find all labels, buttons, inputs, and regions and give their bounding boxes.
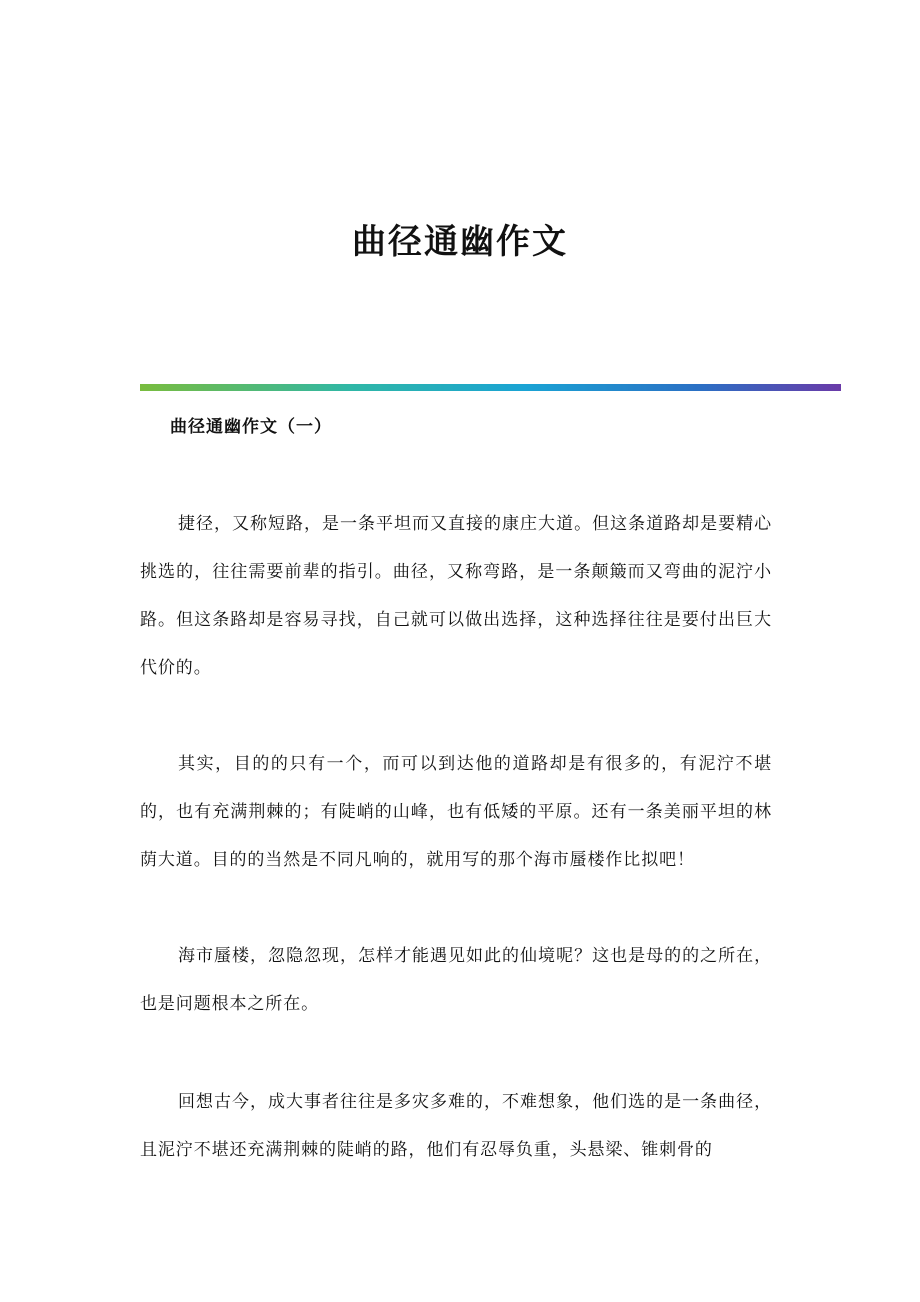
paragraph-4: 回想古今，成大事者往往是多灾多难的，不难想象，他们选的是一条曲径，且泥泞不堪还充满荆棘的陡峭的路，他们有忍辱负重，头悬梁、锥刺骨的 bbox=[140, 1092, 772, 1160]
document-title: 曲径通幽作文 bbox=[352, 222, 568, 262]
paragraph-2: 其实，目的的只有一个，而可以到达他的道路却是有很多的，有泥泞不堪的，也有充满荆棘的；有陡峭的山峰，也有低矮的平原。还有一条美丽平坦的林荫大道。目的的当然是不同凡响的，就用写的那个海市蜃楼作比拟吧！ bbox=[140, 754, 772, 870]
section-heading: 曲径通幽作文（一） bbox=[170, 417, 332, 437]
gradient-divider bbox=[140, 384, 841, 391]
paragraph-3: 海市蜃楼，忽隐忽现，怎样才能遇见如此的仙境呢？这也是母的的之所在，也是问题根本之所在。 bbox=[140, 946, 772, 1014]
paragraph-1: 捷径，又称短路，是一条平坦而又直接的康庄大道。但这条道路却是要精心挑选的，往往需要前辈的指引。曲径，又称弯路，是一条颠簸而又弯曲的泥泞小路。但这条路却是容易寻找，自己就可以做出选择，这种选择往往是要付出巨大代价的。 bbox=[140, 514, 772, 678]
